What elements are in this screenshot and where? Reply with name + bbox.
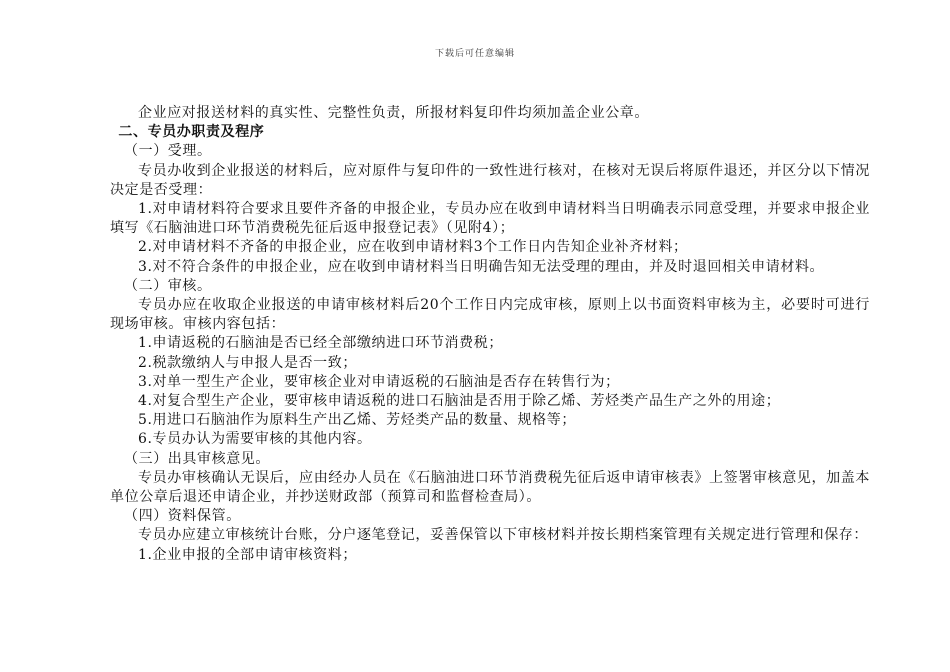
subsection-acceptance: （一）受理。 [124,143,212,160]
paragraph-issue-opinion: 专员办审核确认无误后，应由经办人员在《石脑油进口环节消费税先征后返申请审核表》上签署审核意见，加盖本单位公章后退还申请企业，并抄送财政部（预算司和监督检查局）。 [110,469,870,506]
subsection-review: （二）审核。 [124,277,212,294]
paragraph-acceptance-item-2: 2.对申请材料不齐备的申报企业，应在收到申请材料3个工作日内告知企业补齐材料； [138,239,688,256]
paragraph-acceptance-intro: 专员办收到企业报送的材料后，应对原件与复印件的一致性进行核对，在核对无误后将原件退还，并区分以下情况决定是否受理： [110,162,870,198]
paragraph-review-item-4: 4.对复合型生产企业，要审核申请返税的进口石脑油是否用于除乙烯、芳烃类产品生产之外的用途； [138,393,781,410]
page-header-note: 下载后可任意编辑 [434,49,515,59]
subsection-records: （四）资料保管。 [124,508,241,525]
paragraph-records-intro: 专员办应建立审核统计台账，分户逐笔登记，妥善保管以下审核材料并按长期档案管理有关规定进行管理和保存： [138,527,868,544]
paragraph-review-item-5: 5.用进口石脑油作为原料生产出乙烯、芳烃类产品的数量、规格等； [138,412,576,429]
paragraph-records-item-1: 1.企业申报的全部申请审核资料； [138,546,357,563]
paragraph-review-intro: 专员办应在收取企业报送的申请审核材料后20个工作日内完成审核，原则上以书面资料审核为主，必要时可进行现场审核。审核内容包括： [110,297,870,333]
paragraph-review-item-2: 2.税款缴纳人与申报人是否一致； [138,354,357,371]
subsection-issue-opinion: （三）出具审核意见。 [124,450,270,467]
paragraph-review-item-6: 6.专员办认为需要审核的其他内容。 [138,431,372,448]
paragraph-review-item-3: 3.对单一型生产企业，要审核企业对申请返税的石脑油是否存在转售行为； [138,373,620,390]
paragraph-materials-responsibility: 企业应对报送材料的真实性、完整性负责，所报材料复印件均须加盖企业公章。 [138,105,649,121]
paragraph-review-item-1: 1.申请返税的石脑油是否已经全部缴纳进口环节消费税； [138,335,503,352]
paragraph-acceptance-item-3: 3.对不符合条件的申报企业，应在收到申请材料当日明确告知无法受理的理由，并及时退回相关申请材料。 [138,258,825,275]
paragraph-acceptance-item-1: 1.对申请材料符合要求且要件齐备的申报企业，专员办应在收到申请材料当日明确表示同意受理，并要求申报企业填写《石脑油进口环节消费税先征后返申报登记表》（见附4）； [110,201,870,237]
document-body [110,104,870,565]
section-heading-duties: 二、专员办职责及程序 [118,124,265,141]
